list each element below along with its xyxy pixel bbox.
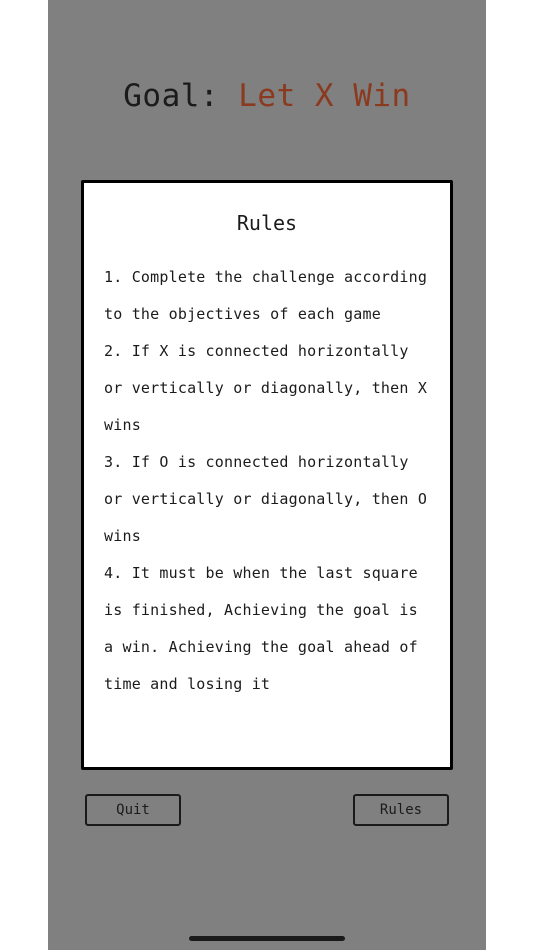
goal-heading [48, 74, 486, 118]
rules-list [104, 259, 436, 703]
rule-item-2: 2. If X is connected horizontally or vertically or diagonally, then X wins [104, 342, 428, 434]
goal-label: Goal: [123, 78, 220, 114]
rule-item-3: 3. If O is connected horizontally or vertically or diagonally, then O wins [104, 453, 428, 545]
game-screen [48, 0, 486, 950]
rule-item-1: 1. Complete the challenge according to the objectives of each game [104, 268, 428, 323]
rules-title: Rules [236, 211, 298, 235]
home-indicator[interactable] [189, 936, 345, 941]
quit-button[interactable]: Quit [85, 794, 181, 826]
rules-panel [81, 180, 453, 770]
rule-item-4: 4. It must be when the last square is finished, Achieving the goal is a win. Achieving the goal ahead of time and losing it [104, 564, 418, 693]
rules-button[interactable]: Rules [353, 794, 449, 826]
goal-value: Let X Win [238, 78, 411, 114]
